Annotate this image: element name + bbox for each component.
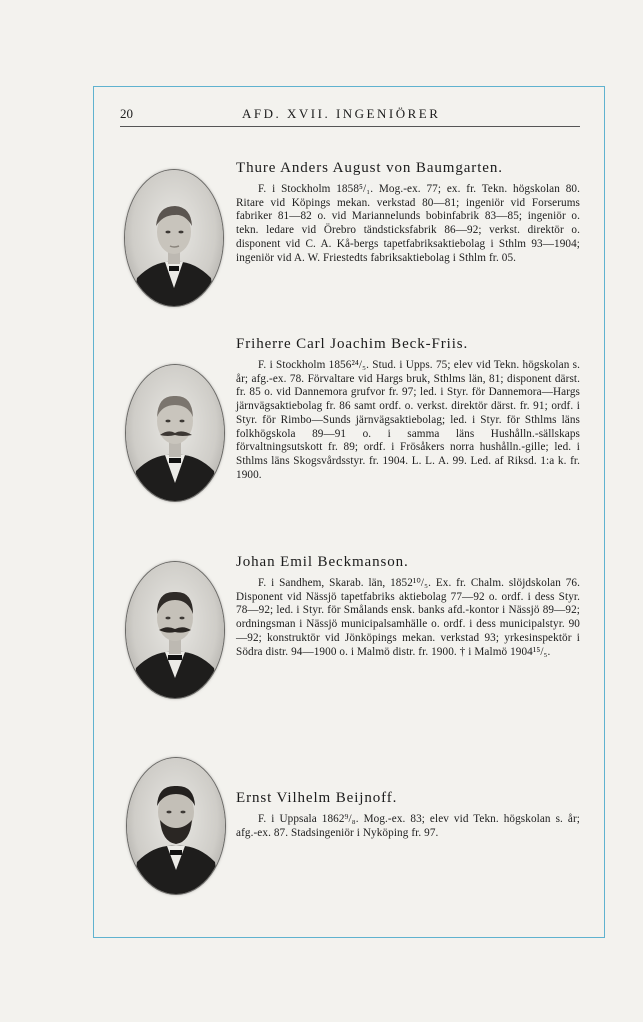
biography-entry (236, 790, 580, 840)
portrait-photo (126, 365, 224, 501)
portrait-image (126, 365, 224, 501)
biography-text: F. i Uppsala 1862⁹/₈. Mog.-ex. 83; elev vid Tekn. högskolan s. år; afg.-ex. 87. Stadsingeniör i Nyköping fr. 97. (236, 813, 580, 839)
page-number: 20 (120, 106, 133, 121)
person-name: Friherre Carl Joachim Beck-Friis. (236, 336, 469, 352)
biography-text: F. i Stockholm 1858⁵/₁. Mog.-ex. 77; ex. fr. Tekn. högskolan 80. Ritare vid Köpings mekan. verkstad 80—81; ingeniör vid Forserums fabriker 81—82 o. vid Mariannelunds bobinfabrik 83—85; ingeniör o. tekn. ledare vid Örebro tändsticksfabrik 86—92; verkst. direktör o. disponent vid C. A. Kå-bergs tapetfabriksaktiebolag i Sthlm 93—1904; ingeniör vid A. W. Friestedts fabriksaktiebolag i Sthlm fr. 05. (236, 183, 580, 264)
biography-text: F. i Stockholm 1856²⁴/₅. Stud. i Upps. 75; elev vid Tekn. högskolan s. år; afg.-ex. 78. Förvaltare vid Hargs bruk, Sthlms län, 81; disponent därst. fr. 85 o. vid Dannemora grufvor fr. 97; led. i Styr. för Dannemora—Hargs järnvägsaktiebolag fr. 86 samt ordf. o. verkst. direktör därst. fr. 91; ordf. i Styr. för Rimbo—Sunds järnvägsaktiebolag; led. i Styr. för Sthlms läns folkhögskola 89—91 o. i samma läns Hushålln.-sällskaps förvaltningsutskott fr. 89; ordf. i Frösåkers norra hushålln.-gille; led. i Sthlms läns Skogsvårdsstyr. fr. 1904. L. L. A. 99. Led. af Riksd. 1:a k. fr. 1900. (236, 359, 580, 481)
biography-entry (236, 160, 580, 265)
portrait-image (127, 758, 225, 894)
running-header (120, 104, 580, 127)
person-name: Johan Emil Beckmanson. (236, 554, 409, 570)
section-title: AFD. XVII. INGENIÖRER (242, 106, 441, 121)
biography-entry (236, 336, 580, 482)
biography-text: F. i Sandhem, Skarab. län, 1852¹⁰/₅. Ex. fr. Chalm. slöjdskolan 76. Disponent vid Nässjö tapetfabriks aktiebolag 77—92 o. ordf. i dess Styr. 78—92; led. i Styr. för Smålands ensk. banks afd.-kontor i Nässjö 89—92; ordningsman i Nässjö municipalsamhälle o. ordf. i dess municipalstyr. 90—92; konstruktör vid Jönköpings mekan. verkstad 93; yrkesinspektör i Södra distr. 94—1900 o. i Malmö distr. fr. 1900. † i Malmö 1904¹⁵/₅. (236, 577, 580, 658)
portrait-image (126, 562, 224, 698)
portrait-image (125, 170, 223, 306)
person-name: Thure Anders August von Baumgarten. (236, 160, 503, 176)
person-name: Ernst Vilhelm Beijnoff. (236, 790, 398, 806)
portrait-photo (127, 758, 225, 894)
portrait-photo (126, 562, 224, 698)
biography-entry (236, 554, 580, 659)
portrait-photo (125, 170, 223, 306)
